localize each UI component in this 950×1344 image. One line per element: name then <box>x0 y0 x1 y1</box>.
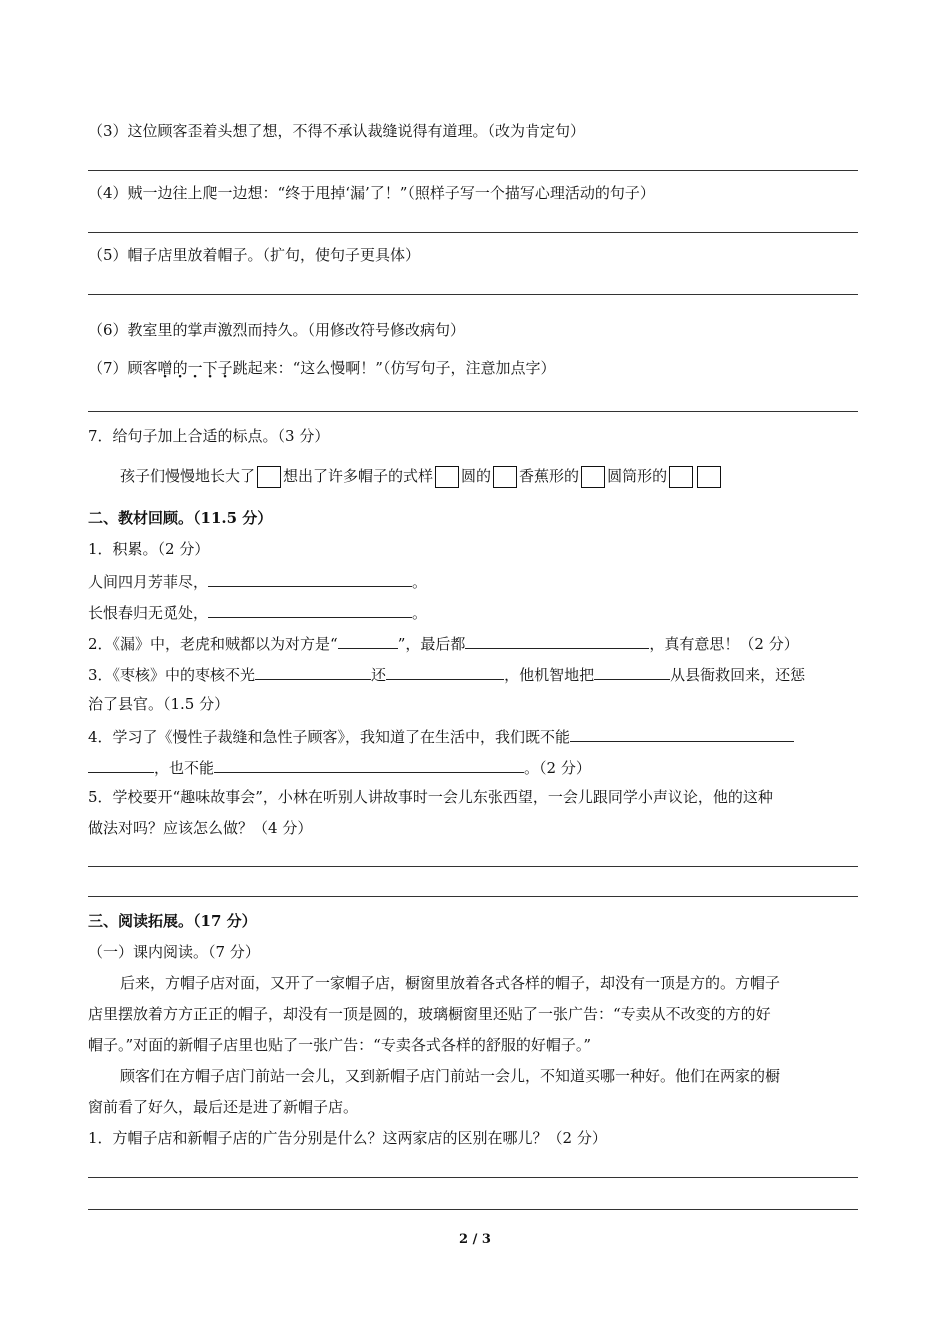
punctuation-box[interactable] <box>669 466 693 488</box>
s2-q2: 2．《漏》中，老虎和贼都以为对方是“ ”，最后都 ，真有意思！（2 分） <box>88 632 799 654</box>
s2-q4-cont: ，也不能 。（2 分） <box>88 756 591 778</box>
dotted-char: 子 <box>217 359 233 377</box>
answer-line <box>88 232 858 233</box>
answer-line <box>88 866 858 867</box>
section-3-title: 三、阅读拓展。（17 分） <box>88 912 257 930</box>
answer-line <box>88 411 858 412</box>
question-6-3: （3）这位顾客歪着头想了想，不得不承认裁缝说得有道理。（改为肯定句） <box>88 122 586 140</box>
dotted-char: 噌 <box>157 359 173 377</box>
s2-q3-cont: 治了县官。（1.5 分） <box>88 695 230 713</box>
page-number: 2 / 3 <box>459 1232 491 1247</box>
answer-line <box>88 1177 858 1178</box>
s2-q3: 3．《枣核》中的枣核不光 还 ，他机智地把 从县衙救回来，还惩 <box>88 663 805 685</box>
question-6-6: （6）教室里的掌声激烈而持久。（用修改符号修改病句） <box>88 321 466 339</box>
reading-p1-line3: 帽子。”对面的新帽子店里也贴了一张广告：“专卖各式各样的舒服的好帽子。” <box>88 1036 592 1054</box>
answer-line <box>88 170 858 171</box>
fill-blank[interactable] <box>338 632 398 649</box>
dotted-char: 一 <box>187 359 203 377</box>
section-2-title: 二、教材回顾。（11.5 分） <box>88 509 273 527</box>
fill-blank[interactable] <box>255 663 371 680</box>
reading-p2-line1: 顾客们在方帽子店门前站一会儿，又到新帽子店门前站一会儿，不知道买哪一种好。他们在两家的橱 <box>120 1067 781 1085</box>
reading-question-1: 1．方帽子店和新帽子店的广告分别是什么？这两家店的区别在哪儿？（2 分） <box>88 1129 607 1147</box>
dotted-char: 下 <box>202 359 218 377</box>
s3-subsection-title: （一）课内阅读。（7 分） <box>88 943 260 961</box>
fill-blank[interactable] <box>208 570 412 587</box>
punctuation-box[interactable] <box>697 466 721 488</box>
dotted-char: 的 <box>172 359 188 377</box>
punctuation-box[interactable] <box>493 466 517 488</box>
s2-q1-line1: 人间四月芳菲尽， 。 <box>88 570 427 592</box>
s2-q1-title: 1．积累。（2 分） <box>88 540 210 558</box>
fill-blank[interactable] <box>594 663 670 680</box>
answer-line <box>88 1209 858 1210</box>
question-6-4: （4）贼一边往上爬一边想：“终于甩掉‘漏’了！”（照样子写一个描写心理活动的句子） <box>88 184 655 202</box>
s2-q1-line2: 长恨春归无觅处， 。 <box>88 601 427 623</box>
reading-p2-line2: 窗前看了好久，最后还是进了新帽子店。 <box>88 1098 359 1116</box>
s2-q5-line1: 5．学校要开“趣味故事会”，小林在听别人讲故事时一会儿东张西望，一会儿跟同学小声议论，他的这种 <box>88 788 773 806</box>
question-6-7: （7）顾客噌的一下子跳起来：“这么慢啊！”（仿写句子，注意加点字） <box>88 359 556 377</box>
answer-line <box>88 294 858 295</box>
fill-blank[interactable] <box>386 663 504 680</box>
fill-blank[interactable] <box>465 632 649 649</box>
punctuation-sentence: 孩子们慢慢地长大了 想出了许多帽子的式样 圆的 香蕉形的 圆筒形的 <box>120 466 723 488</box>
fill-blank[interactable] <box>214 756 524 773</box>
punctuation-box[interactable] <box>435 466 459 488</box>
question-6-5: （5）帽子店里放着帽子。（扩句，使句子更具体） <box>88 246 421 264</box>
reading-p1-line1: 后来，方帽子店对面，又开了一家帽子店，橱窗里放着各式各样的帽子，却没有一顶是方的。方帽子 <box>120 974 781 992</box>
s2-q4: 4．学习了《慢性子裁缝和急性子顾客》，我知道了在生活中，我们既不能 <box>88 725 794 747</box>
fill-blank[interactable] <box>570 725 794 742</box>
punctuation-box[interactable] <box>581 466 605 488</box>
fill-blank[interactable] <box>88 756 154 773</box>
s2-q5-line2: 做法对吗？应该怎么做？（4 分） <box>88 819 313 837</box>
punctuation-box[interactable] <box>257 466 281 488</box>
question-7-title: 7．给句子加上合适的标点。（3 分） <box>88 427 330 445</box>
reading-p1-line2: 店里摆放着方方正正的帽子，却没有一顶是圆的，玻璃橱窗里还贴了一张广告：“专卖从不改变的方的好 <box>88 1005 771 1023</box>
answer-line <box>88 896 858 897</box>
fill-blank[interactable] <box>208 601 412 618</box>
